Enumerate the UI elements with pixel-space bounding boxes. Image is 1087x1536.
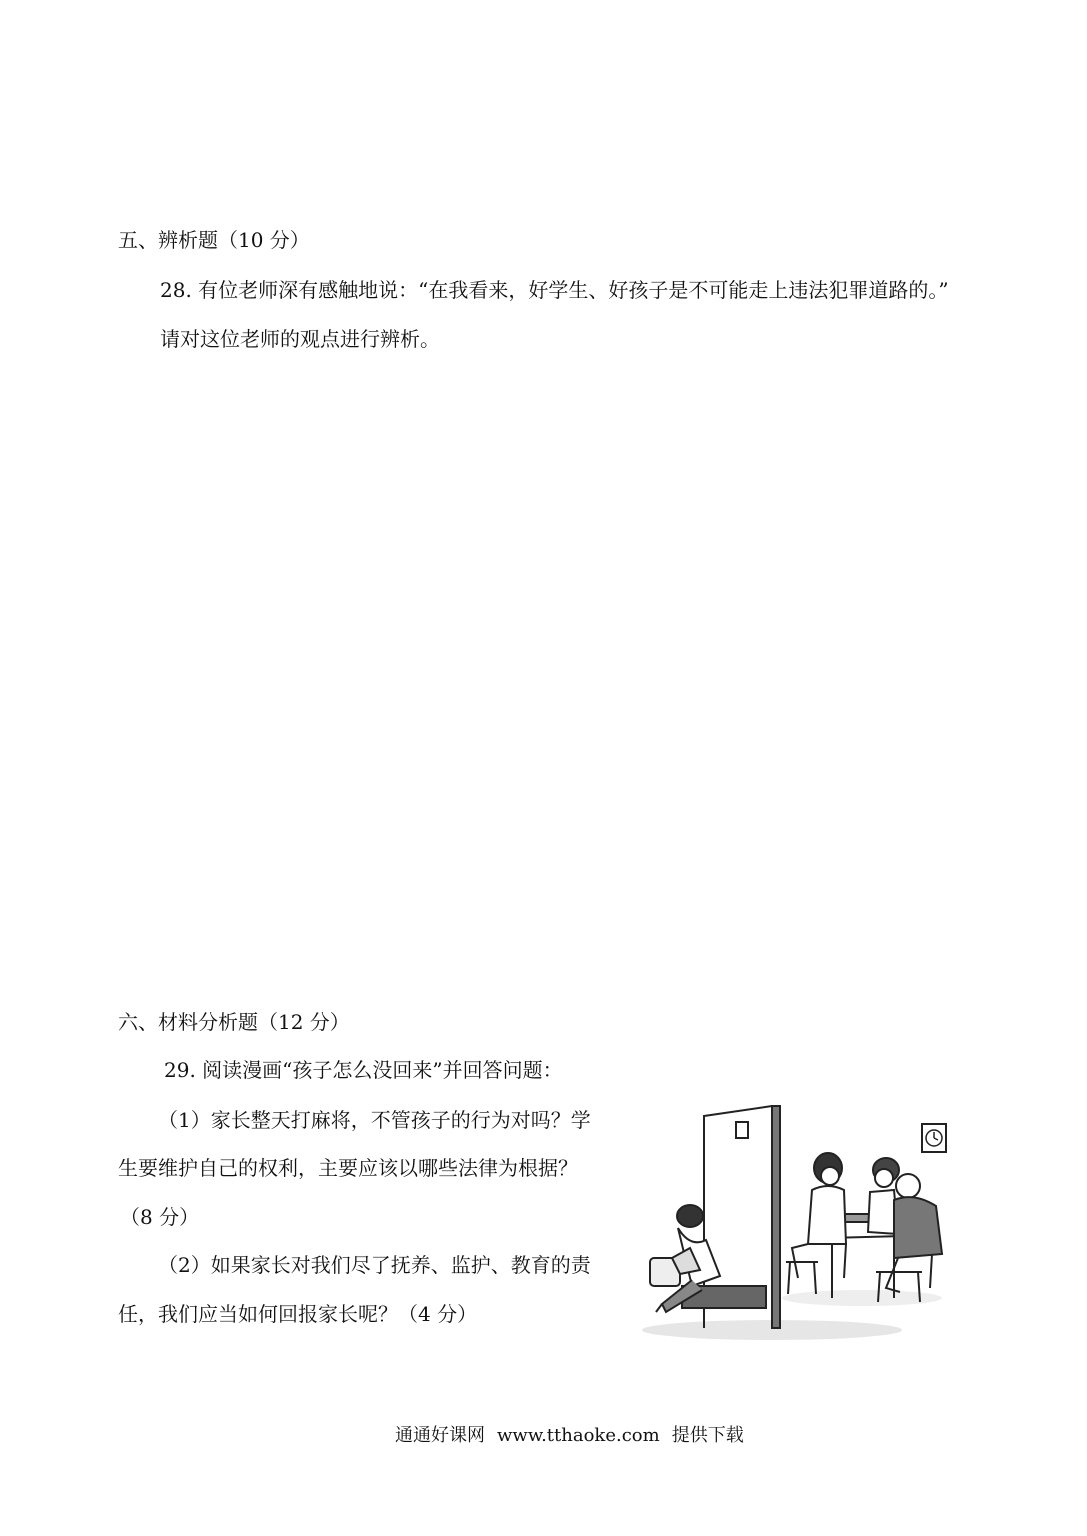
section-5-title: 五、辨析题（10 分） [118, 228, 310, 252]
question-29-part-1-line-2: 生要维护自己的权利，主要应该以哪些法律为根据？ [118, 1156, 578, 1180]
question-29-part-1-line-1: （1）家长整天打麻将，不管孩子的行为对吗？学 [158, 1108, 591, 1132]
section-6-title: 六、材料分析题（12 分） [118, 1010, 350, 1034]
footer-suffix: 提供下载 [671, 1425, 744, 1446]
footer [395, 1422, 744, 1450]
question-29-part-1-score: （8 分） [120, 1205, 200, 1229]
question-28-text: 28. 有位老师深有感触地说：“在我看来，好学生、好孩子是不可能走上违法犯罪道路的。” [160, 278, 949, 302]
question-29-part-2-line-1: （2）如果家长对我们尽了抚养、监护、教育的责 [158, 1253, 591, 1277]
child-figure [650, 1205, 766, 1312]
footer-url[interactable]: www.tthaoke.com [497, 1425, 660, 1446]
question-29-part-2-line-2: 任，我们应当如何回报家长呢？（4 分） [118, 1302, 478, 1326]
cartoon-illustration [632, 1098, 950, 1344]
question-29-intro: 29. 阅读漫画“孩子怎么没回来”并回答问题： [164, 1058, 563, 1082]
question-28-prompt: 请对这位老师的观点进行辨析。 [160, 327, 440, 351]
footer-site-name: 通通好课网 [395, 1425, 485, 1446]
mother-figure [786, 1153, 846, 1294]
clock-icon [922, 1124, 946, 1152]
